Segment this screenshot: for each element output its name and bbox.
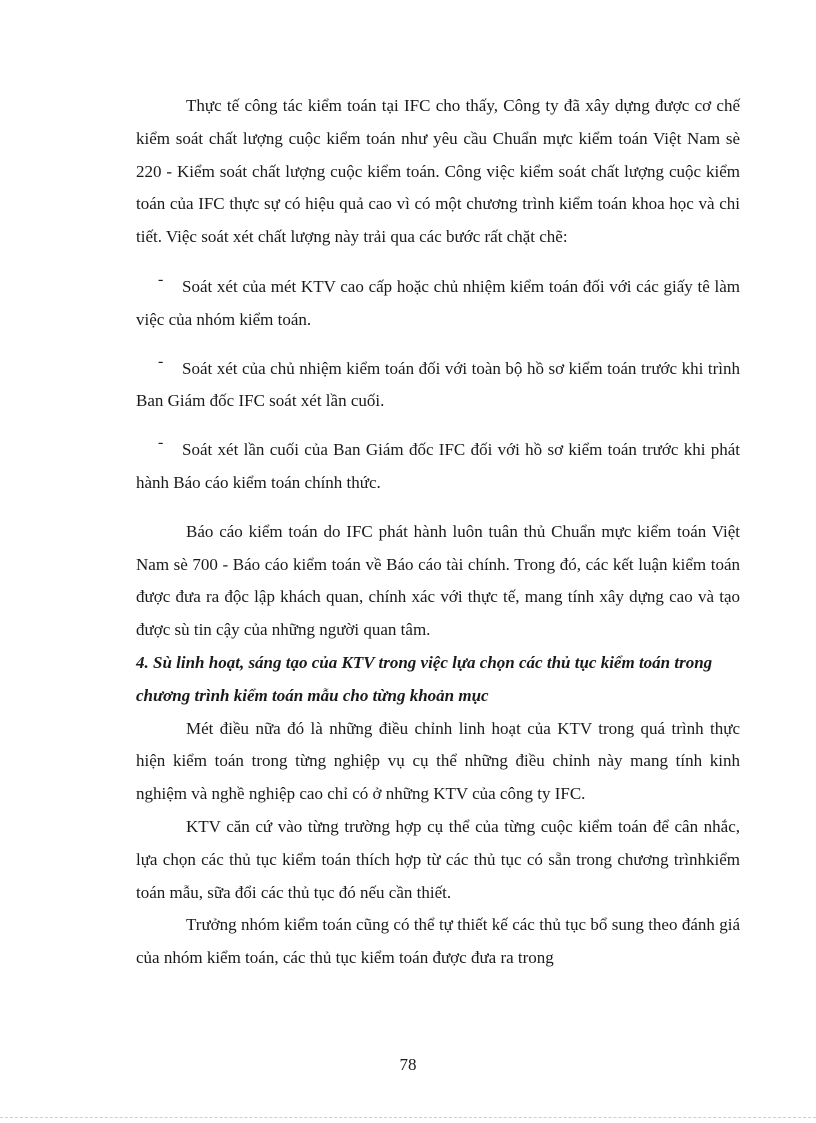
bullet-text: Soát xét của mét KTV cao cấp hoặc chủ nhiệm kiểm toán đối với các giấy tê làm việc của nhóm kiểm toán.	[136, 276, 740, 329]
paragraph-team-leader: Trưởng nhóm kiểm toán cũng có thể tự thiết kế các thủ tục bổ sung theo đánh giá của nhóm kiểm toán, các thủ tục kiểm toán được đưa ra trong	[136, 915, 740, 968]
bullet-item-senior-review	[136, 271, 740, 337]
bullet-dash: -	[158, 434, 164, 452]
bullet-item-final-review	[136, 434, 740, 500]
bullet-dash: -	[158, 270, 164, 288]
paragraph-ktv-procedures: KTV căn cứ vào từng trường hợp cụ thể của từng cuộc kiểm toán để cân nhắc, lựa chọn các thủ tục kiểm toán thích hợp từ các thủ tục có sẵn trong chương trìnhkiểm toán mẫu, sữa đổi các thủ tục đó nếu cần thiết.	[136, 816, 740, 902]
page-number: 78	[399, 1055, 417, 1074]
page-body	[136, 90, 740, 975]
section-heading-4: 4. Sù linh hoạt, sáng tạo của KTV trong việc lựa chọn các thủ tục kiểm toán trong chương trình kiểm toán mẫu cho từng khoản mục	[136, 652, 713, 705]
paragraph-flexible-adjustments: Mét điều nữa đó là những điều chỉnh linh hoạt của KTV trong quá trình thực hiện kiểm toán trong từng nghiệp vụ cụ thể những điều chỉnh này mang tính kinh nghiệm và nghề nghiệp cao chỉ có ở những KTV của công ty IFC.	[136, 718, 740, 804]
bullet-text: Soát xét của chủ nhiệm kiểm toán đối với toàn bộ hồ sơ kiểm toán trước khi trình Ban Giám đốc IFC soát xét lần cuối.	[136, 358, 740, 411]
paragraph-quality-control: Thực tế công tác kiểm toán tại IFC cho thấy, Công ty đã xây dựng được cơ chế kiểm soát chất lượng cuộc kiểm toán như yêu cầu Chuẩn mực kiểm toán Việt Nam sè 220 - Kiểm soát chất lượng cuộc kiểm toán. Công việc kiểm soát chất lượng cuộc kiểm toán của IFC thực sự có hiệu quả cao vì có một chương trình kiểm toán khoa học và chi tiết. Việc soát xét chất lượng này trải qua các bước rất chặt chẽ:	[136, 96, 740, 247]
bullet-text: Soát xét lần cuối của Ban Giám đốc IFC đối với hồ sơ kiểm toán trước khi phát hành Báo cáo kiểm toán chính thức.	[136, 440, 740, 492]
bullet-dash: -	[158, 352, 164, 370]
paragraph-audit-report: Báo cáo kiểm toán do IFC phát hành luôn tuân thủ Chuẩn mực kiểm toán Việt Nam sè 700 - Báo cáo kiểm toán về Báo cáo tài chính. Trong đó, các kết luận kiểm toán được đưa ra độc lập khách quan, chính xác với thực tế, mang tính xây dựng cao và tạo được sù tin cậy của những người quan tâm.	[136, 521, 740, 640]
page-edge-rule	[0, 1117, 816, 1118]
bullet-item-manager-review	[136, 353, 740, 419]
